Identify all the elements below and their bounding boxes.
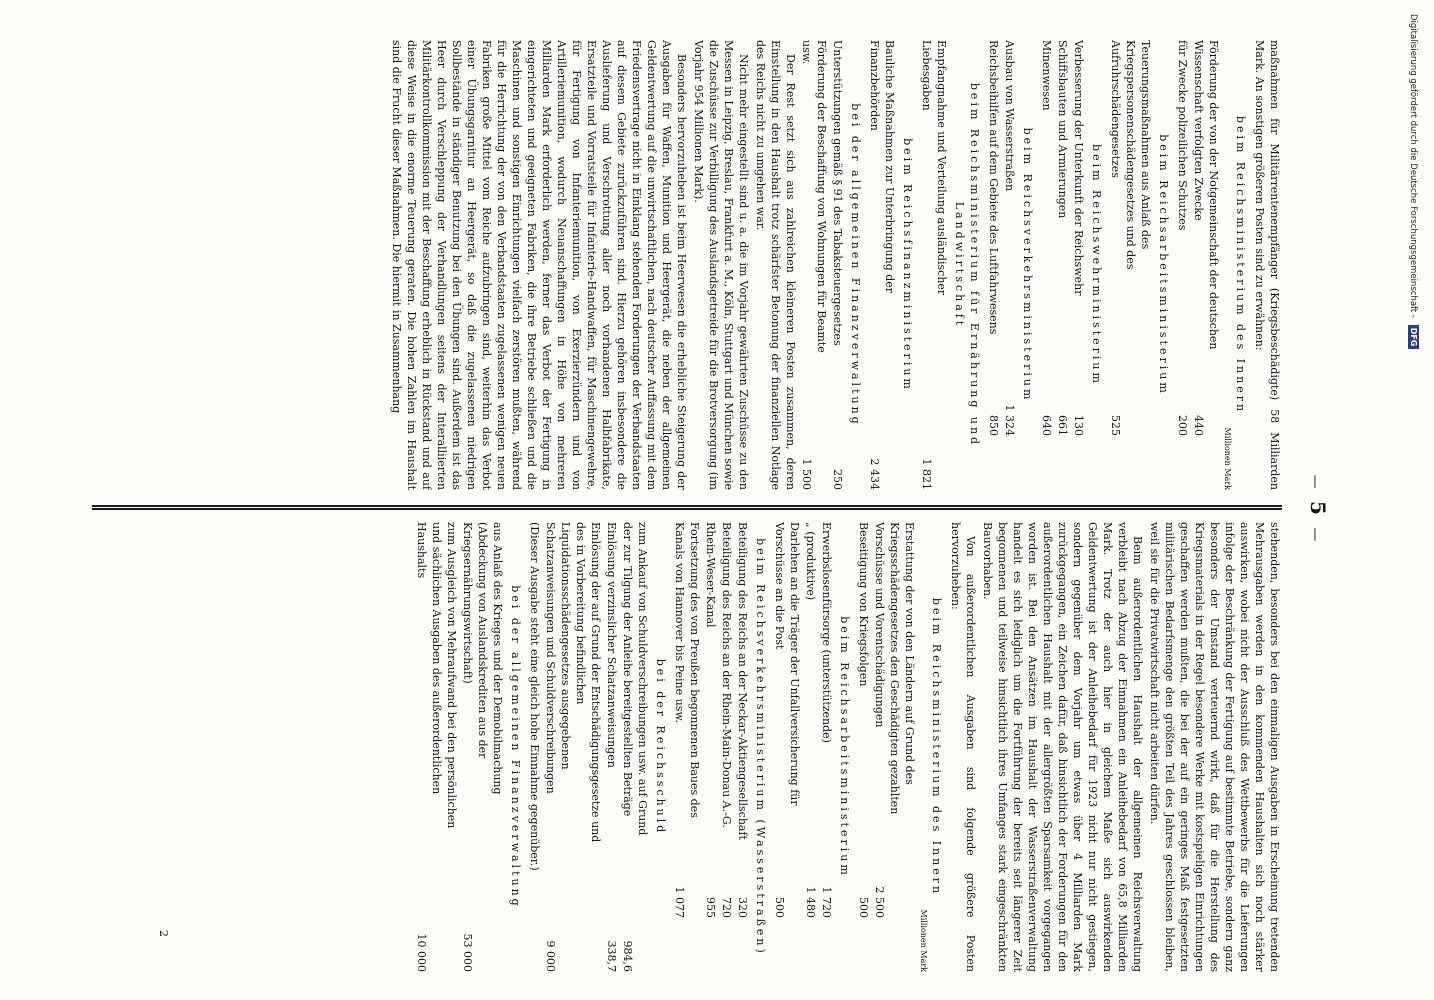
section-heading: beim Reichsverkehrsministerium — [1021, 127, 1034, 403]
document-sheet — [80, 0, 1360, 1000]
paragraph: Besonders hervorzuheben ist beim Heerwesen die erhebliche Steigerung der Ausgaben für Waffen, Munition und Heergerät, die neben der allgemeinen Geldentwertung auf die unwirtschaftlichen, nach deutscher Auffassung mit dem Friedensvertrage nicht in Einklang stehenden Forderungen der Verbandstaaten auf diesem Gebiete zurückzuführen sind. Hierzu gehören insbesondere die Auslieferung und Verschrottung aller noch vorhandenen Halbfabrikate, Ersatzteile und Vorratsteile für Infanterie-Handwaffen, für Maschinengewehre, für Fertigung von Infanteriemunition, von Exerzierzündern und von Artilleriemunition, wodurch Neuanschaffungen in Höhe von mehreren Milliarden Mark erforderlich werden, ferner das Verbot der Fertigung in eingerichteten und geeigneten Fabriken, die ihre Betriebe schließen und die Maschinen und sonstigen Einrichtungen vielfach zerstören mußten, während für die Herrichtung der von den Verbandstaaten zugelassenen wenigen neuen Fabriken große Mittel vom Reiche aufzubringen sind, weiterhin das Verbot einer Übungsgarnitur an Heergerät, so daß die zugelassenen niedrigen Sollbestände in ständiger Benutzung bei den Übungen sind. Außerdem ist das Heer durch Verschleppung der Verhandlungen seitens der Interalliierten Militärkontrollkommission mit der Beschaffung erheblich in Rückstand und auf diese Weise in die enorme Teuerung geraten. Die hohen Zahlen im Haushalt sind die Frucht dieser Maßnahmen. Die hiermit in Zusammenhang — [390, 40, 688, 490]
budget-row — [830, 40, 845, 490]
paragraph: maßnahmen für Militärrentenempfänger (Kriegsbeschädigte) 58 Milliarden Mark. An sonstigen größeren Posten sind zu erwähnen: — [1253, 40, 1281, 490]
budget-item-value: 1 324 — [1003, 404, 1016, 436]
budget-item-value: 850 — [987, 415, 1000, 436]
section-heading: bei der Reichsschuld — [654, 658, 667, 836]
budget-item-value: 1 077 — [673, 886, 686, 918]
budget-item-label: Einlösung verzinslicher Schatzanweisungen — [605, 522, 618, 768]
budget-row — [1191, 40, 1221, 490]
section-heading: beim Reichsarbeitsministerium — [1157, 134, 1170, 396]
budget-item-label: Erstattung der von den Ländern auf Grund des Kriegsschädengesetzes den Geschädigten gezahlten Vorschüsse und Vorentschädigungen — [873, 522, 916, 815]
budget-item-label: Reichsbeihilfen auf dem Gebiete des Luftfahrwesens — [987, 40, 1000, 335]
budget-item-total: 53 000 — [461, 933, 474, 972]
paragraph: stehenden, besonders bei den einmaligen Ausgaben in Erscheinung tretenden Mehrausgaben werden in den kommenden Haushalten sich noch stärker auswirken, wobei nicht der Ausschluß des Wettbewerbs für die Lieferungen infolge der Beschränkung der Fertigung auf bestimmte Betriebe, sondern ganz besonders der Umstand verteuernd wirkt, daß für die Herstellung des Kriegsmaterials in der Regel besondere Werke mit kostspieligen Einrichtungen geschaffen werden mußten, die bei der auf ein geringes Maß festgesetzten militärischen Bedarfsmenge den größten Teil des Jahres geschlossen bleiben, weil sie für die Privatwirtschaft nicht arbeiten dürfen. — [1148, 522, 1281, 972]
budget-item-value: 500 — [773, 897, 786, 918]
budget-row — [604, 522, 619, 972]
budget-item-label: zum Ankauf von Schuldverschreibungen usw. auf Grund der zur Tilgung der Anleihe bereitgestellten Beträge — [621, 522, 649, 836]
unit-label: Millionen Mark — [1223, 427, 1232, 490]
budget-item-total: 1 821 — [920, 458, 933, 490]
budget-row — [620, 522, 650, 972]
budget-item-value: 640 — [1040, 415, 1053, 436]
page-number: — 5 — — [1306, 450, 1330, 570]
budget-item-total: 984,6 — [621, 940, 634, 972]
budget-item-value: 320 — [736, 897, 749, 918]
budget-row — [819, 522, 834, 972]
left-column — [92, 40, 1282, 490]
budget-item-label: Fortsetzung des von Preußen begonnenen Baues des Kanals von Hannover bis Peine usw. — [673, 522, 701, 818]
budget-item-label: Förderung der von der Notgemeinschaft der deutschen Wissenschaft verfolgten Zwecke — [1192, 40, 1220, 350]
section-heading: beim Reichsministerium für Ernährung und Landwirtschaft — [953, 82, 981, 448]
budget-item-total: 1 500 — [800, 458, 813, 490]
budget-item-label: aus Anlaß des Krieges und der Demobilmachung (Abdeckung von Auslandskrediten aus der Kriegsernährungswirtschaft) — [461, 522, 504, 795]
budget-row — [867, 40, 897, 490]
budget-row — [772, 522, 802, 972]
budget-row — [672, 522, 702, 972]
section-heading: beim Reichsfinanzministerium — [901, 138, 914, 392]
budget-row — [460, 522, 505, 972]
budget-item-label: Schiffsbauten und Armierungen — [1056, 40, 1069, 219]
budget-item-total: 9 000 — [544, 940, 557, 972]
budget-item-value: 1 720 — [820, 886, 833, 918]
budget-row — [1071, 40, 1086, 490]
section-heading: beim Reichswehrministerium — [1090, 144, 1103, 386]
budget-item-label: Förderung der Beschaffung von Wohnungen für Beamte usw. — [800, 40, 828, 353]
budget-row — [919, 40, 949, 490]
budget-row — [735, 522, 750, 972]
budget-row — [719, 522, 734, 972]
budget-row — [872, 522, 917, 972]
budget-item-label: für Zwecke polizeilichen Schutzes — [1176, 40, 1189, 231]
section-heading: beim Reichsministerium des Innern — [1234, 115, 1247, 415]
budget-item-total: 2 434 — [868, 458, 881, 490]
budget-item-total: 10 000 — [415, 933, 428, 972]
section-heading: beim Reichsverkehrsministerium (Wasserstraßen) — [754, 538, 767, 956]
budget-item-label: Bauliche Maßnahmen zur Unterbringung der Finanzbehörden — [868, 40, 896, 294]
budget-row — [1175, 40, 1190, 490]
budget-row — [1039, 40, 1054, 490]
budget-row — [1108, 40, 1153, 490]
section-heading: bei der allgemeinen Finanzverwaltung — [509, 585, 522, 909]
budget-row — [414, 522, 459, 972]
budget-item-label: Beteiligung des Reichs an der Rhein-Main-Donau A.-G. — [720, 522, 733, 828]
budget-item-label: Erwerbslosenfürsorge (unterstützende) — [820, 522, 833, 743]
budget-item-label: Beseitigung von Kriegsfolgen — [857, 522, 870, 687]
budget-item-value: 955 — [704, 897, 717, 918]
right-column — [92, 522, 1282, 972]
notice-text: Digitalisierung gefördert durch die Deutsche Forschungsgemeinschaft - — [1408, 14, 1418, 318]
dfg-logo: DFG — [1408, 325, 1419, 350]
budget-item-total: 250 — [831, 469, 844, 490]
budget-item-label: Einlösung der auf Grund der Entschädigungsgesetze und des in Vorbereitung befindlichen Liquidationsschädengesetzes ausgegebenen Schatzanweisungen und Schuldverschreibungen — [544, 522, 602, 843]
budget-item-value: 130 — [1072, 415, 1085, 436]
budget-row — [986, 40, 1001, 490]
budget-item-label: „ (produktive) — [804, 522, 817, 601]
budget-item-label: Beteiligung des Reichs an der Neckar-Aktiengesellschaft — [736, 522, 749, 840]
budget-item-label: Ausbau von Wasserstraßen — [1003, 40, 1016, 192]
budget-item-value: 200 — [1176, 415, 1189, 436]
budget-row — [1002, 40, 1017, 490]
budget-item-label: Verbesserung der Unterkunft der Reichswehr — [1072, 40, 1085, 296]
paragraph: Der Rest setzt sich aus zahlreichen kleineren Posten zusammen, deren Einstellung in den Haushalt trotz schärfster Betonung der finanziellen Notlage des Reichs nicht zu umgehen war. — [754, 40, 797, 490]
budget-row — [799, 40, 829, 490]
paragraph: Von außerordentlichen Ausgaben sind folgende größere Posten hervorzuheben: — [949, 522, 977, 972]
paragraph: Beim außerordentlichen Haushalt der allgemeinen Reichsverwaltung verbleibt nach Abzug der Einnahmen ein Anleihebedarf von 65,8 Milliarden Mark. Trotz der auch hier in gleichem Maße sich auswirkenden Geldentwertung ist der Anleihebedarf für 1923 nicht nur nicht gestiegen, sondern gegenüber dem Vorjahr um etwas über 4 Milliarden Mark zurückgegangen, ein Zeichen dafür, daß hinsichtlich der Forderungen für den außerordentlichen Haushalt mit der allergrößten Sparsamkeit vorgegangen worden ist. Bei den Ansätzen im Haushalt der Wasserstraßenverwaltung handelt es sich lediglich um die Fortführung der bereits seit längerer Zeit begonnenen und teilweise hinsichtlich ihres Umfanges stark eingeschränkten Bauvorhaben. — [981, 522, 1144, 972]
budget-item-label: Teuerungsmaßnahmen aus Anlaß des Kriegspersonenschädengesetzes und des Aufruhrschädengesetzes — [1109, 40, 1152, 270]
budget-row — [856, 522, 871, 972]
column-divider — [92, 505, 1282, 510]
budget-item-label: Darlehen an die Träger der Unfallversicherung für Vorschüsse an die Post — [773, 522, 801, 806]
budget-item-value: 2 500 — [873, 886, 886, 918]
section-heading: bei der allgemeinen Finanzverwaltung — [849, 103, 862, 427]
digitization-notice — [1406, 14, 1420, 704]
budget-item-value: 661 — [1056, 415, 1069, 436]
budget-item-value: 1 480 — [804, 886, 817, 918]
unit-label: Millionen Mark — [919, 909, 928, 972]
section-heading: beim Reichsarbeitsministerium — [838, 616, 851, 878]
paragraph: Nicht mehr eingestellt sind u. a. die im Vorjahr gewährten Zuschüsse zu den Messen in Leipzig, Breslau, Frankfurt a. M., Köln, Stuttgart und München sowie die Zuschüsse zur Verbilligung des Auslandsgetreide für die Brotversorgung (im Vorjahr 954 Millionen Mark). — [692, 40, 750, 490]
budget-item-total: 338,7 — [605, 940, 618, 972]
budget-item-value: 525 — [1109, 415, 1122, 436]
budget-row — [803, 522, 818, 972]
budget-item-label: Minenwesen — [1040, 40, 1053, 111]
footer-number: 2 — [157, 930, 170, 937]
budget-row — [1055, 40, 1070, 490]
budget-item-label: Empfangnahme und Verteilung ausländischer Liebesgaben — [920, 40, 948, 296]
paragraph: (Dieser Ausgabe steht eine gleich hohe Einnahme gegenüber.) — [528, 522, 541, 871]
budget-row — [543, 522, 603, 972]
budget-item-label: Rhein-Weser-Kanal — [704, 522, 717, 628]
budget-item-label: Unterstützungen gemäß § 91 des Tabaksteuergesetzes — [831, 40, 844, 346]
budget-item-value: 720 — [720, 897, 733, 918]
section-heading: beim Reichsministerium des Innern — [930, 597, 943, 897]
budget-item-label: zum Ausgleich von Mehraufwand bei den persönlichen und sächlichen Ausgaben des außerordentlichen Haushalts — [415, 522, 458, 829]
budget-item-value: 500 — [857, 897, 870, 918]
budget-item-value: 440 — [1192, 415, 1205, 436]
budget-row — [703, 522, 718, 972]
